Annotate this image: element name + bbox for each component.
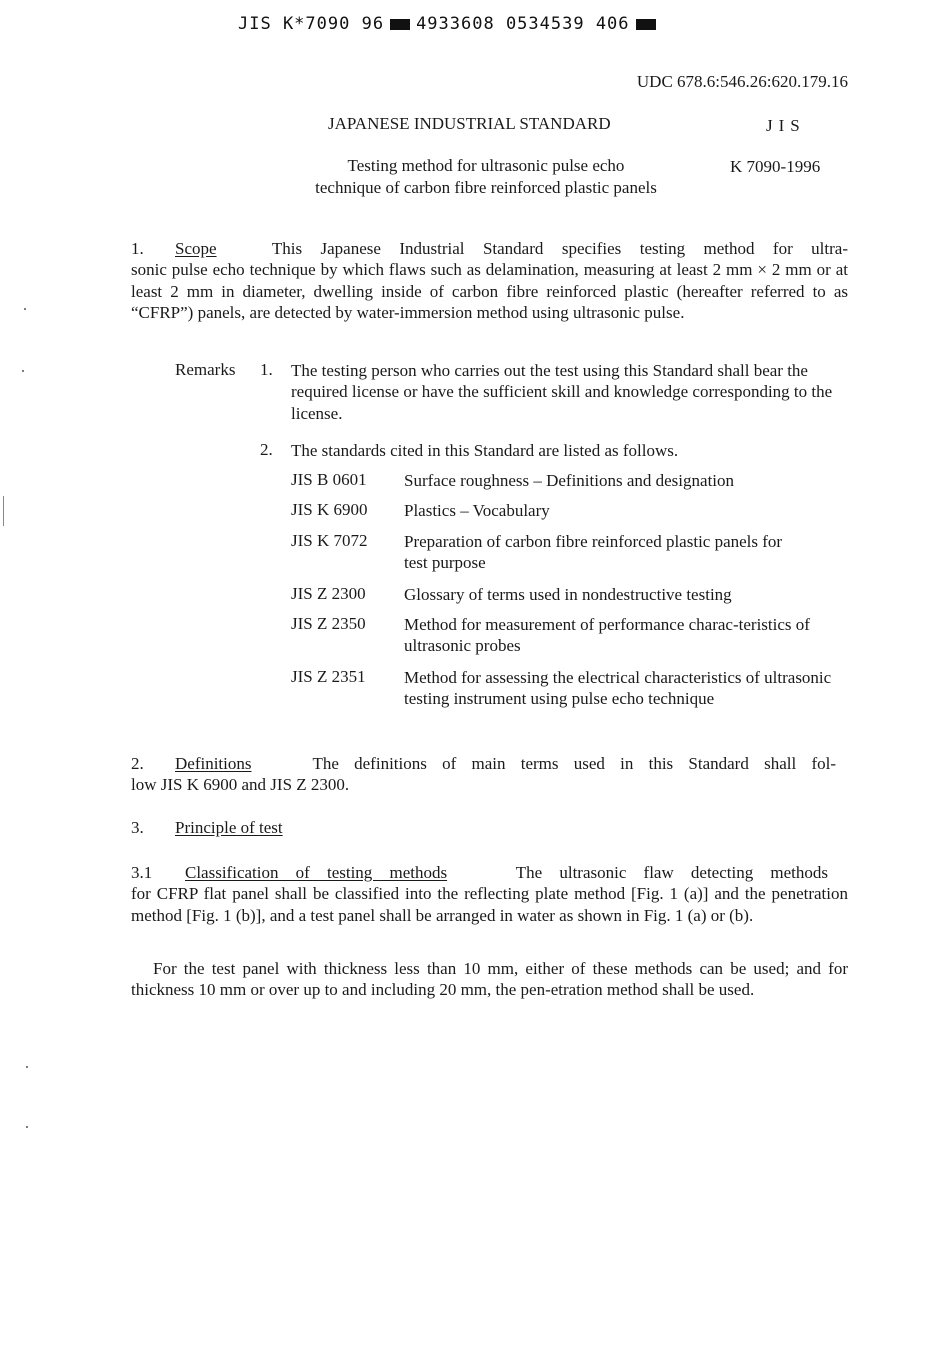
scan-code-part2: 4933608 0534539 406 <box>416 14 630 34</box>
document-title-line2: technique of carbon fibre reinforced plastic panels <box>315 178 657 197</box>
reference-title: Preparation of carbon fibre reinforced plastic panels for test purpose <box>404 532 783 573</box>
subsection-number: 3.1 <box>131 863 153 882</box>
reference-title: Plastics – Vocabulary <box>404 501 550 520</box>
subsection-heading: Classification of testing methods <box>185 863 448 882</box>
thickness-paragraph: For the test panel with thickness less than 10 mm, either of these methods can be used; and for thickness 10 mm or over up to and including 20 mm, the pen-etration method shall be used. <box>131 959 848 1000</box>
classification-text-first: The ultrasonic flaw detecting methods <box>515 863 828 882</box>
section-1-scope <box>131 238 848 323</box>
reference-code: JIS B 0601 <box>291 470 367 489</box>
black-block-mark <box>636 19 656 30</box>
scan-code-part1: JIS K*7090 96 <box>238 14 385 34</box>
section-heading: Scope <box>175 239 217 258</box>
definitions-text-rest: low JIS K 6900 and JIS Z 2300. <box>131 775 350 795</box>
margin-mark <box>3 496 4 526</box>
standard-title: JAPANESE INDUSTRIAL STANDARD <box>328 114 611 133</box>
margin-speck <box>22 370 24 372</box>
definitions-first-line <box>131 753 836 774</box>
section-number: 1. <box>131 239 144 258</box>
section-2-definitions <box>131 753 836 796</box>
reference-code: JIS K 6900 <box>291 500 368 519</box>
reference-title: Method for measurement of performance charac-teristics of ultrasonic probes <box>404 615 810 656</box>
section-number: 3. <box>131 818 144 837</box>
scope-first-line <box>131 238 848 259</box>
scope-text-first: This Japanese Industrial Standard specifies testing method for ultra- <box>271 239 849 258</box>
reference-code: JIS Z 2351 <box>291 667 366 686</box>
remark-text: The testing person who carries out the test using this Standard shall bear the required license or have the sufficient skill and knowledge corresponding to the license. <box>291 361 833 423</box>
reference-title: Surface roughness – Definitions and designation <box>404 471 735 490</box>
reference-title: Method for assessing the electrical characteristics of ultrasonic testing instrument using pulse echo technique <box>404 668 832 709</box>
classification-first-line <box>131 862 848 883</box>
document-title-line1: Testing method for ultrasonic pulse echo <box>347 156 625 175</box>
reference-title: Glossary of terms used in nondestructive testing <box>404 585 732 604</box>
document-title <box>266 155 706 199</box>
reference-code: JIS K 7072 <box>291 531 368 550</box>
remark-text: The standards cited in this Standard are listed as follows. <box>291 441 679 460</box>
section-heading: Definitions <box>175 754 252 773</box>
black-block-mark <box>390 19 410 30</box>
section-number: 2. <box>131 754 144 773</box>
reference-code: JIS Z 2350 <box>291 614 366 633</box>
section-3-1-classification <box>131 862 848 926</box>
margin-speck <box>24 308 26 310</box>
margin-speck <box>26 1066 28 1068</box>
remarks-label: Remarks <box>175 360 236 379</box>
section-heading: Principle of test <box>175 818 283 837</box>
scan-header-code <box>238 14 662 34</box>
classification-text-rest: for CFRP flat panel shall be classified into the reflecting plate method [Fig. 1 (a)] and the penetration method [Fig. 1 (b)], and a test panel shall be arranged in water as shown in Fig. 1 (a) or (b). <box>131 884 848 925</box>
udc-code: UDC 678.6:546.26:620.179.16 <box>636 72 848 91</box>
scope-text-rest: sonic pulse echo technique by which flaws such as delamination, measuring at least 2 mm × 2 mm or at least 2 mm in diameter, dwelling inside of carbon fibre reinforced plastic (hereafter referred to as “CFRP”) panels, are detected by water-immersion method using ultrasonic pulse. <box>131 260 848 322</box>
reference-code: JIS Z 2300 <box>291 584 366 603</box>
margin-speck <box>26 1126 28 1128</box>
remark-number: 1. <box>260 360 273 379</box>
definitions-text-first: The definitions of main terms used in this Standard shall fol- <box>312 754 836 773</box>
remark-number: 2. <box>260 440 273 459</box>
jis-mark: JIS <box>766 116 806 135</box>
document-number: K 7090-1996 <box>730 157 821 176</box>
section-3-principle <box>131 817 531 838</box>
